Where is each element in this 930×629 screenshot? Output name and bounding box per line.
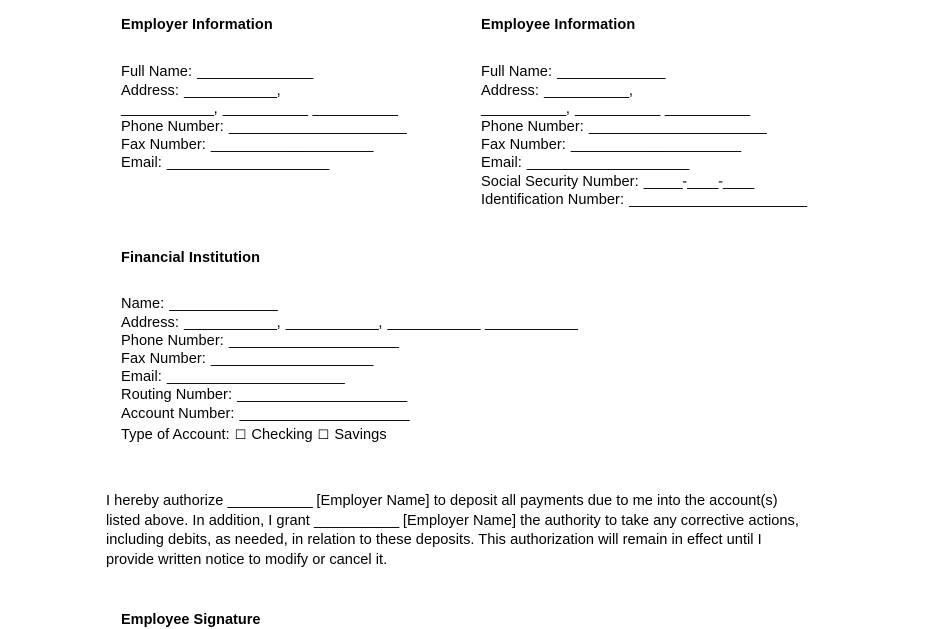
employer-fax-row xyxy=(121,136,406,154)
employer-address-row xyxy=(121,82,406,100)
employee-address-label: Address: xyxy=(481,82,539,99)
account-type-label: Type of Account: xyxy=(121,426,230,443)
employee-full-name-row xyxy=(481,63,807,81)
employee-email-blank[interactable]: _____________________ xyxy=(526,155,689,172)
financial-account-number-row xyxy=(121,405,578,423)
employer-full-name-label: Full Name: xyxy=(121,64,193,81)
employer-email-row xyxy=(121,154,406,172)
employer-email-blank[interactable]: _____________________ xyxy=(166,155,329,172)
financial-routing-number-row xyxy=(121,386,578,404)
employee-phone-row xyxy=(481,118,807,136)
employee-fields xyxy=(481,63,807,209)
employee-fax-label: Fax Number: xyxy=(481,137,566,154)
financial-phone-row xyxy=(121,332,578,350)
employee-ssn-row xyxy=(481,173,807,191)
employee-city-blank[interactable]: ___________ xyxy=(481,100,566,117)
employee-email-row xyxy=(481,154,807,172)
financial-name-row xyxy=(121,295,578,313)
employer-city-blank[interactable]: ____________ xyxy=(121,100,214,117)
employee-state-blank[interactable]: ___________ xyxy=(575,100,660,117)
authorization-text-part-2: [Employer Name] to deposit all payments due to me into the account(s) listed above. In addition, I grant xyxy=(106,493,778,529)
employer-phone-blank[interactable]: _______________________ xyxy=(228,119,407,135)
financial-name-label: Name: xyxy=(121,296,165,313)
financial-address-row xyxy=(121,314,578,332)
employer-zip-blank[interactable]: ___________ xyxy=(312,100,398,117)
employer-city-state-zip-row xyxy=(121,100,406,118)
employee-section-heading: Employee Information xyxy=(481,17,636,33)
financial-address-blank-3[interactable]: ____________ xyxy=(387,314,481,331)
employer-city-comma: , xyxy=(213,100,218,117)
savings-option-label[interactable]: Savings xyxy=(334,426,387,443)
employee-information-section xyxy=(481,17,807,209)
authorization-text-part-3: [Employer Name] the authority to take any corrective actions, including debits, as needed, in relation to these deposits. This authorization will remain in effect until I provide written notice to modify or cancel it. xyxy=(106,512,799,568)
employee-ssn-dash-1: - xyxy=(682,173,688,190)
employee-city-state-zip-row xyxy=(481,100,807,118)
financial-address-comma-2: , xyxy=(378,314,383,331)
employee-address-row xyxy=(481,82,807,100)
authorization-text-part-1: I hereby authorize xyxy=(106,493,228,509)
financial-address-comma-1: , xyxy=(276,314,281,331)
employee-identification-row xyxy=(481,191,807,209)
employer-fields xyxy=(121,63,406,172)
checking-checkbox[interactable]: ☐ xyxy=(234,426,247,442)
employer-information-section xyxy=(121,17,406,173)
employee-full-name-label: Full Name: xyxy=(481,64,553,81)
employee-ssn-blank-3[interactable]: ____ xyxy=(723,173,754,190)
employee-identification-label: Identification Number: xyxy=(481,191,625,208)
employer-full-name-blank[interactable]: _______________ xyxy=(197,64,313,81)
financial-address-blank-4[interactable]: ____________ xyxy=(485,314,578,331)
financial-fax-row xyxy=(121,350,578,368)
financial-account-number-label: Account Number: xyxy=(121,405,235,422)
employee-full-name-blank[interactable]: ______________ xyxy=(557,64,666,81)
employee-city-comma: , xyxy=(565,100,570,117)
financial-address-blank-1[interactable]: ____________ xyxy=(184,314,277,331)
employee-ssn-dash-2: - xyxy=(718,173,723,190)
financial-account-number-blank[interactable]: ______________________ xyxy=(239,405,410,422)
authorization-employer-blank-1[interactable]: ___________ xyxy=(227,493,313,509)
employer-fax-blank[interactable]: _____________________ xyxy=(210,137,373,154)
employer-phone-row xyxy=(121,118,406,136)
authorization-employer-blank-2[interactable]: ___________ xyxy=(313,512,399,529)
employee-fax-row xyxy=(481,136,807,154)
financial-phone-blank[interactable]: ______________________ xyxy=(228,332,399,349)
employee-ssn-blank-2[interactable]: ____ xyxy=(687,173,719,190)
account-type-row xyxy=(121,426,578,444)
employer-address-comma: , xyxy=(276,82,281,99)
employee-email-label: Email: xyxy=(481,155,522,172)
financial-fax-blank[interactable]: _____________________ xyxy=(210,351,373,367)
financial-email-row xyxy=(121,368,578,386)
employer-address-blank[interactable]: ____________ xyxy=(184,82,277,99)
employer-email-label: Email: xyxy=(121,155,162,172)
savings-checkbox[interactable]: ☐ xyxy=(317,426,330,442)
employee-ssn-label: Social Security Number: xyxy=(481,173,639,190)
financial-phone-label: Phone Number: xyxy=(121,332,224,349)
employee-identification-blank[interactable]: _______________________ xyxy=(629,191,807,208)
employer-full-name-row xyxy=(121,63,406,81)
financial-institution-section xyxy=(121,250,578,444)
financial-email-blank[interactable]: _______________________ xyxy=(166,369,345,386)
authorization-paragraph xyxy=(106,492,808,570)
employee-address-blank[interactable]: ___________ xyxy=(544,82,629,99)
financial-email-label: Email: xyxy=(121,369,162,386)
employer-section-heading: Employer Information xyxy=(121,17,273,33)
employee-ssn-blank-1[interactable]: _____ xyxy=(643,173,683,190)
financial-address-label: Address: xyxy=(121,314,179,331)
checking-option-label[interactable]: Checking xyxy=(251,426,313,443)
employer-state-blank[interactable]: ___________ xyxy=(222,100,308,117)
financial-name-blank[interactable]: ______________ xyxy=(169,296,278,313)
financial-address-blank-2[interactable]: ____________ xyxy=(285,314,379,331)
employee-phone-label: Phone Number: xyxy=(481,119,584,135)
employee-zip-blank[interactable]: ___________ xyxy=(664,100,750,117)
employer-fax-label: Fax Number: xyxy=(121,137,206,154)
employee-fax-blank[interactable]: ______________________ xyxy=(570,137,741,154)
employer-phone-label: Phone Number: xyxy=(121,119,224,135)
employee-signature-heading: Employee Signature xyxy=(121,612,261,628)
financial-routing-number-label: Routing Number: xyxy=(121,387,233,404)
employer-address-label: Address: xyxy=(121,82,179,99)
financial-fax-label: Fax Number: xyxy=(121,351,206,367)
financial-routing-number-blank[interactable]: ______________________ xyxy=(237,387,407,404)
financial-fields xyxy=(121,295,578,444)
employee-phone-blank[interactable]: _______________________ xyxy=(588,119,767,135)
financial-section-heading: Financial Institution xyxy=(121,250,261,266)
employee-address-comma: , xyxy=(628,82,633,99)
